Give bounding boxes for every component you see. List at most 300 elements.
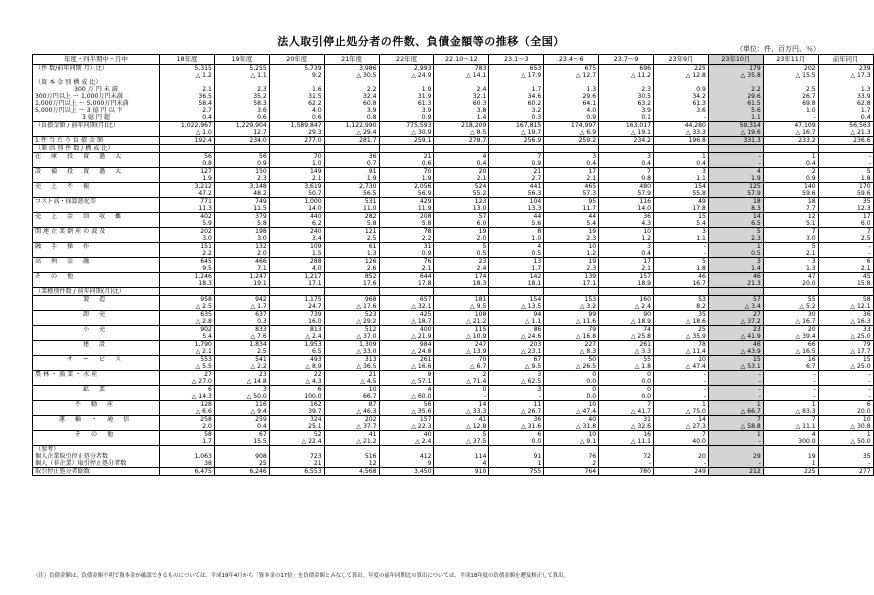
table-cell: 0	[544, 371, 599, 379]
table-cell: 657	[379, 296, 434, 304]
row-label: 高 利 金 融	[33, 258, 160, 266]
table-cell: 2.5	[324, 235, 379, 243]
table-cell: 958	[160, 296, 215, 304]
row-label: 融 手 操 作	[33, 243, 160, 251]
table-cell: 493	[269, 356, 324, 364]
table-cell: 6,475	[160, 468, 215, 476]
table-cell: 400	[379, 326, 434, 334]
table-cell: 1,247	[214, 273, 269, 281]
table-cell: 4	[434, 460, 489, 468]
table-row	[33, 378, 874, 386]
table-cell: 76	[544, 453, 599, 460]
table-cell: 783	[434, 65, 489, 73]
table-cell: 1.2	[599, 235, 654, 243]
row-label	[33, 393, 160, 401]
table-cell: 635	[160, 311, 215, 319]
table-row	[33, 160, 874, 168]
table-cell	[544, 79, 599, 86]
page-title: 法人取引停止処分者の件数、負債金額等の推移（全国）	[277, 35, 565, 48]
table-cell: 0	[599, 386, 654, 394]
table-row	[33, 408, 874, 416]
table-cell: 116	[214, 401, 269, 409]
table-cell: 227	[544, 341, 599, 349]
table-cell: △ 35.9	[654, 333, 709, 341]
table-cell: 69.8	[763, 100, 818, 107]
table-cell: 140	[763, 183, 818, 191]
table-cell: 55	[763, 296, 818, 304]
table-cell: -	[708, 386, 763, 394]
table-cell: 79	[818, 341, 873, 349]
table-cell: 212	[708, 468, 763, 476]
row-label	[33, 438, 160, 446]
table-cell: 2.3	[544, 265, 599, 273]
table-cell: △ 6.6	[160, 408, 215, 416]
table-cell: -	[654, 243, 709, 251]
table-cell: 162	[269, 401, 324, 409]
table-cell: 4.0	[269, 265, 324, 273]
table-cell: -	[818, 371, 873, 379]
table-cell: 1.2	[544, 250, 599, 258]
table-row	[33, 205, 874, 213]
table-cell: 764	[544, 468, 599, 476]
table-cell: 57.9	[708, 190, 763, 198]
table-cell: 3.8	[434, 107, 489, 114]
column-header: 23.1～3	[489, 55, 544, 65]
table-cell: △ 22.4	[269, 438, 324, 446]
table-cell: △ 27.0	[160, 378, 215, 386]
table-cell: -	[818, 460, 873, 468]
table-cell: 2.1	[544, 175, 599, 183]
table-cell: △ 60.0	[379, 393, 434, 401]
table-cell: △ 1.1	[214, 72, 269, 79]
row-label: （業種別件数 / 前年同期(月)比）	[33, 288, 160, 296]
table-cell	[269, 288, 324, 296]
table-cell: 18.3	[434, 280, 489, 288]
table-cell: 2.2	[324, 86, 379, 93]
table-cell: 2	[544, 460, 599, 468]
table-cell: 100.0	[269, 393, 324, 401]
table-cell: △ 75.0	[654, 408, 709, 416]
table-cell: 5.8	[379, 220, 434, 228]
table-cell: 123	[434, 198, 489, 206]
table-cell: 7	[818, 228, 873, 236]
table-cell: -	[818, 393, 873, 401]
table-cell: 1	[708, 431, 763, 439]
table-cell: 34.2	[654, 93, 709, 100]
table-cell: 6.0	[434, 220, 489, 228]
table-cell: 278.7	[434, 137, 489, 145]
table-cell: △ 37.7	[324, 423, 379, 431]
table-cell: 1.4	[434, 114, 489, 122]
row-label: 300 万 円 未 満	[33, 86, 160, 93]
table-cell: 5.4	[654, 220, 709, 228]
table-cell	[763, 288, 818, 296]
table-cell: 2.1	[763, 250, 818, 258]
table-cell: 1,790	[160, 341, 215, 349]
table-cell: 2.3	[214, 86, 269, 93]
table-cell	[160, 145, 215, 153]
table-cell: △ 53.1	[708, 363, 763, 371]
table-cell: 240	[269, 228, 324, 236]
table-cell: △ 12.8	[434, 423, 489, 431]
table-cell: 3	[708, 258, 763, 266]
table-cell: 5.4	[160, 333, 215, 341]
table-cell: 644	[379, 273, 434, 281]
table-cell	[654, 145, 709, 153]
table-cell: 55	[599, 356, 654, 364]
table-cell: △ 8.5	[434, 129, 489, 137]
table-cell: 154	[654, 183, 709, 191]
table-cell: 5.8	[324, 220, 379, 228]
table-cell: 908	[214, 453, 269, 460]
table-cell: 15	[818, 356, 873, 364]
table-cell: 0.4	[654, 160, 709, 168]
table-cell: 76	[379, 258, 434, 266]
table-cell: △ 29.2	[324, 318, 379, 326]
table-cell: 523	[324, 311, 379, 319]
table-cell: -	[763, 393, 818, 401]
table-cell: 19	[544, 228, 599, 236]
table-row	[33, 273, 874, 281]
table-cell: 78	[379, 228, 434, 236]
table-cell: 163,017	[599, 122, 654, 130]
table-row	[33, 288, 874, 296]
table-cell: △ 39.4	[763, 333, 818, 341]
table-cell: 1.3	[324, 250, 379, 258]
table-cell: 3.6	[214, 107, 269, 114]
table-cell	[818, 288, 873, 296]
row-label	[33, 250, 160, 258]
table-cell: 18.1	[489, 280, 544, 288]
row-label: 建 設	[33, 341, 160, 349]
table-cell: 645	[160, 258, 215, 266]
table-cell: 9.5	[160, 265, 215, 273]
table-cell: 41	[434, 416, 489, 424]
table-cell: 910	[434, 468, 489, 476]
row-label: （資 本 金 別 構 成 比）	[33, 79, 160, 86]
table-cell: △ 5.2	[763, 303, 818, 311]
table-cell: 29	[708, 453, 763, 460]
table-cell: -	[654, 393, 709, 401]
table-cell: 984	[379, 341, 434, 349]
statistics-table	[32, 54, 874, 476]
table-cell: 35.2	[214, 93, 269, 100]
table-cell: 116	[599, 198, 654, 206]
table-cell: 0.5	[434, 250, 489, 258]
table-cell: 29.6	[708, 93, 763, 100]
row-label: 300万円以上 ～ 1,000万円未満	[33, 93, 160, 100]
row-label: 売 上 金 回 収 難	[33, 213, 160, 221]
table-cell	[379, 288, 434, 296]
table-cell: 637	[214, 311, 269, 319]
table-cell: △ 21.9	[379, 333, 434, 341]
table-cell: △ 16.8	[544, 333, 599, 341]
table-cell: 56	[379, 401, 434, 409]
table-cell: 5	[434, 431, 489, 439]
table-cell: 17	[818, 213, 873, 221]
table-cell: △ 12.7	[544, 72, 599, 79]
table-cell: 281.7	[324, 137, 379, 145]
table-cell: 14	[434, 401, 489, 409]
table-cell	[599, 79, 654, 86]
column-header: 20年度	[269, 55, 324, 65]
table-cell: 36	[324, 153, 379, 161]
row-label	[33, 363, 160, 371]
table-cell: 202	[324, 416, 379, 424]
table-cell: 0.6	[269, 114, 324, 122]
table-cell: △ 66.7	[708, 408, 763, 416]
table-cell: 95	[544, 198, 599, 206]
table-cell: -	[489, 393, 544, 401]
table-cell: 7	[654, 431, 709, 439]
table-cell: 0.4	[160, 114, 215, 122]
table-cell: 9	[379, 371, 434, 379]
table-cell: 58	[160, 431, 215, 439]
table-cell: 16	[599, 431, 654, 439]
table-cell	[324, 446, 379, 454]
table-cell: 20.0	[763, 280, 818, 288]
table-cell: 30	[763, 311, 818, 319]
table-cell: 225	[763, 468, 818, 476]
table-cell: 198	[214, 228, 269, 236]
table-cell: 425	[379, 311, 434, 319]
table-cell: -	[654, 114, 709, 122]
table-cell: 282	[324, 213, 379, 221]
table-cell: 3,986	[324, 65, 379, 73]
table-cell: △ 37.0	[324, 333, 379, 341]
table-cell: 256.9	[489, 137, 544, 145]
table-cell: 0	[599, 371, 654, 379]
table-cell: 247	[434, 341, 489, 349]
table-cell: 5	[818, 168, 873, 176]
table-row	[33, 198, 874, 206]
table-cell: 412	[379, 453, 434, 460]
table-cell: 7	[599, 401, 654, 409]
table-cell: 3	[654, 228, 709, 236]
table-cell: 2.1	[160, 86, 215, 93]
row-label: 1,000万円以上 ～ 5,000万円未満	[33, 100, 160, 107]
row-label: 取引停止処分者総数	[33, 468, 160, 476]
table-cell: △ 13.9	[434, 348, 489, 356]
table-cell: 174,997	[544, 122, 599, 130]
table-row	[33, 311, 874, 319]
table-cell: 36	[599, 213, 654, 221]
table-cell: 2.3	[708, 235, 763, 243]
column-header-label: 年度・四半期中・月中	[33, 55, 160, 65]
table-cell: △ 11.2	[599, 72, 654, 79]
table-cell: 2.0	[214, 250, 269, 258]
table-cell: 1.3	[544, 86, 599, 93]
table-cell: 1	[654, 401, 709, 409]
table-cell: 30.5	[599, 93, 654, 100]
table-cell: 3.9	[324, 107, 379, 114]
table-cell: 7.7	[763, 205, 818, 213]
table-cell: 1	[654, 153, 709, 161]
table-cell	[544, 446, 599, 454]
table-cell: 40	[379, 431, 434, 439]
table-cell: △ 19.6	[708, 129, 763, 137]
table-cell: 99	[544, 311, 599, 319]
table-cell: -	[818, 153, 873, 161]
table-cell	[818, 446, 873, 454]
table-cell: 55.8	[654, 190, 709, 198]
table-cell: 15.8	[818, 280, 873, 288]
row-label: 農 林 ・ 漁 業 ・ 水 産	[33, 371, 160, 379]
table-cell: 114	[434, 453, 489, 460]
table-cell: △ 2.5	[160, 303, 215, 311]
table-cell: 234.0	[214, 137, 269, 145]
row-label	[33, 265, 160, 273]
table-cell: 53	[654, 296, 709, 304]
table-cell: 3.9	[599, 107, 654, 114]
table-cell: 46	[708, 273, 763, 281]
table-cell: 1.1	[654, 235, 709, 243]
table-cell: 2,730	[324, 183, 379, 191]
table-cell: 402	[160, 213, 215, 221]
table-row	[33, 65, 874, 73]
table-row	[33, 333, 874, 341]
table-cell: 833	[214, 326, 269, 334]
table-cell	[379, 446, 434, 454]
table-cell: 10	[324, 386, 379, 394]
table-cell: 167,815	[489, 122, 544, 130]
table-row	[33, 265, 874, 273]
table-cell	[214, 79, 269, 86]
table-cell: 0.9	[544, 114, 599, 122]
table-cell: 91	[324, 168, 379, 176]
table-cell: -	[818, 250, 873, 258]
table-cell: 16.0	[269, 318, 324, 326]
table-row	[33, 460, 874, 468]
row-label: 5,000万円以上 ～ 3 億 円 以 下	[33, 107, 160, 114]
table-cell: 11.5	[214, 205, 269, 213]
table-cell: 3	[489, 371, 544, 379]
table-cell: 1,063	[160, 453, 215, 460]
table-row	[33, 326, 874, 334]
table-row	[33, 250, 874, 258]
table-cell: 2.5	[763, 86, 818, 93]
row-label: 売 上 不 振	[33, 183, 160, 191]
table-cell: 72	[599, 453, 654, 460]
table-cell: 208	[379, 213, 434, 221]
table-cell: 723	[269, 453, 324, 460]
table-cell: 31	[599, 416, 654, 424]
table-cell: 1.9	[160, 175, 215, 183]
table-cell: 25.1	[269, 423, 324, 431]
table-row	[33, 190, 874, 198]
table-cell: 1,122,990	[324, 122, 379, 130]
table-cell: 2.3	[214, 175, 269, 183]
table-cell: △ 16.7	[763, 318, 818, 326]
table-cell	[269, 79, 324, 86]
table-cell: 57	[434, 213, 489, 221]
row-label: 不 動 産	[33, 401, 160, 409]
table-cell: 39.7	[269, 408, 324, 416]
table-cell: 0.9	[489, 160, 544, 168]
table-cell: 62.2	[269, 100, 324, 107]
table-cell: 21.3	[708, 280, 763, 288]
table-cell: △ 2.1	[160, 348, 215, 356]
table-cell: 109	[269, 243, 324, 251]
table-cell	[489, 79, 544, 86]
table-row	[33, 168, 874, 176]
table-cell: 0.4	[214, 423, 269, 431]
table-cell: △ 7.6	[214, 333, 269, 341]
table-cell: -	[654, 378, 709, 386]
table-cell: -	[818, 378, 873, 386]
table-cell: 249	[654, 468, 709, 476]
table-cell: 5	[763, 243, 818, 251]
table-cell: 50	[544, 356, 599, 364]
table-cell: △ 33.0	[324, 348, 379, 356]
table-cell: 4.3	[599, 220, 654, 228]
table-cell: -	[763, 378, 818, 386]
table-cell: △ 9.5	[489, 363, 544, 371]
table-cell: 27	[708, 311, 763, 319]
table-cell: 6.7	[763, 363, 818, 371]
table-row	[33, 243, 874, 251]
table-cell: 154	[489, 296, 544, 304]
table-cell: 3.6	[654, 107, 709, 114]
table-cell: -	[654, 371, 709, 379]
table-cell: 1.1	[708, 114, 763, 122]
table-cell: 90	[599, 311, 654, 319]
table-cell	[708, 145, 763, 153]
table-cell: 64.1	[544, 100, 599, 107]
table-cell: 1,953	[269, 341, 324, 349]
table-cell: 40.0	[654, 438, 709, 446]
table-cell: 775,593	[379, 122, 434, 130]
row-label	[33, 280, 160, 288]
row-label: そ の 他	[33, 273, 160, 281]
table-cell: 4	[379, 386, 434, 394]
table-cell: 2.4	[434, 86, 489, 93]
table-cell: 233.2	[763, 137, 818, 145]
table-cell: 17	[599, 258, 654, 266]
row-label	[33, 175, 160, 183]
table-cell: 32.1	[434, 93, 489, 100]
table-cell: 44	[489, 213, 544, 221]
table-cell: 11.3	[160, 205, 215, 213]
column-header: 22年度	[379, 55, 434, 65]
table-cell: 66	[763, 341, 818, 349]
table-cell: 12.7	[214, 129, 269, 137]
table-cell: △ 43.9	[708, 348, 763, 356]
table-cell: 4.0	[544, 107, 599, 114]
table-cell: 47,109	[763, 122, 818, 130]
column-header: 23年9月	[654, 55, 709, 65]
table-cell: 0.0	[544, 393, 599, 401]
table-cell: 20	[654, 453, 709, 460]
table-cell: 6	[269, 386, 324, 394]
row-label	[33, 378, 160, 386]
table-cell: 38	[160, 460, 215, 468]
table-cell	[489, 288, 544, 296]
table-cell: 35	[654, 311, 709, 319]
table-cell: △ 33.3	[434, 408, 489, 416]
table-cell: 259.1	[379, 137, 434, 145]
table-cell: 6.5	[269, 348, 324, 356]
table-cell: 67	[489, 356, 544, 364]
table-cell: △ 11.1	[763, 423, 818, 431]
table-cell: 25	[214, 460, 269, 468]
table-cell: 11	[489, 401, 544, 409]
table-row	[33, 86, 874, 93]
table-cell: 46	[654, 273, 709, 281]
table-cell: 18.9	[599, 280, 654, 288]
table-cell: -	[708, 371, 763, 379]
table-cell: 20.0	[818, 408, 873, 416]
